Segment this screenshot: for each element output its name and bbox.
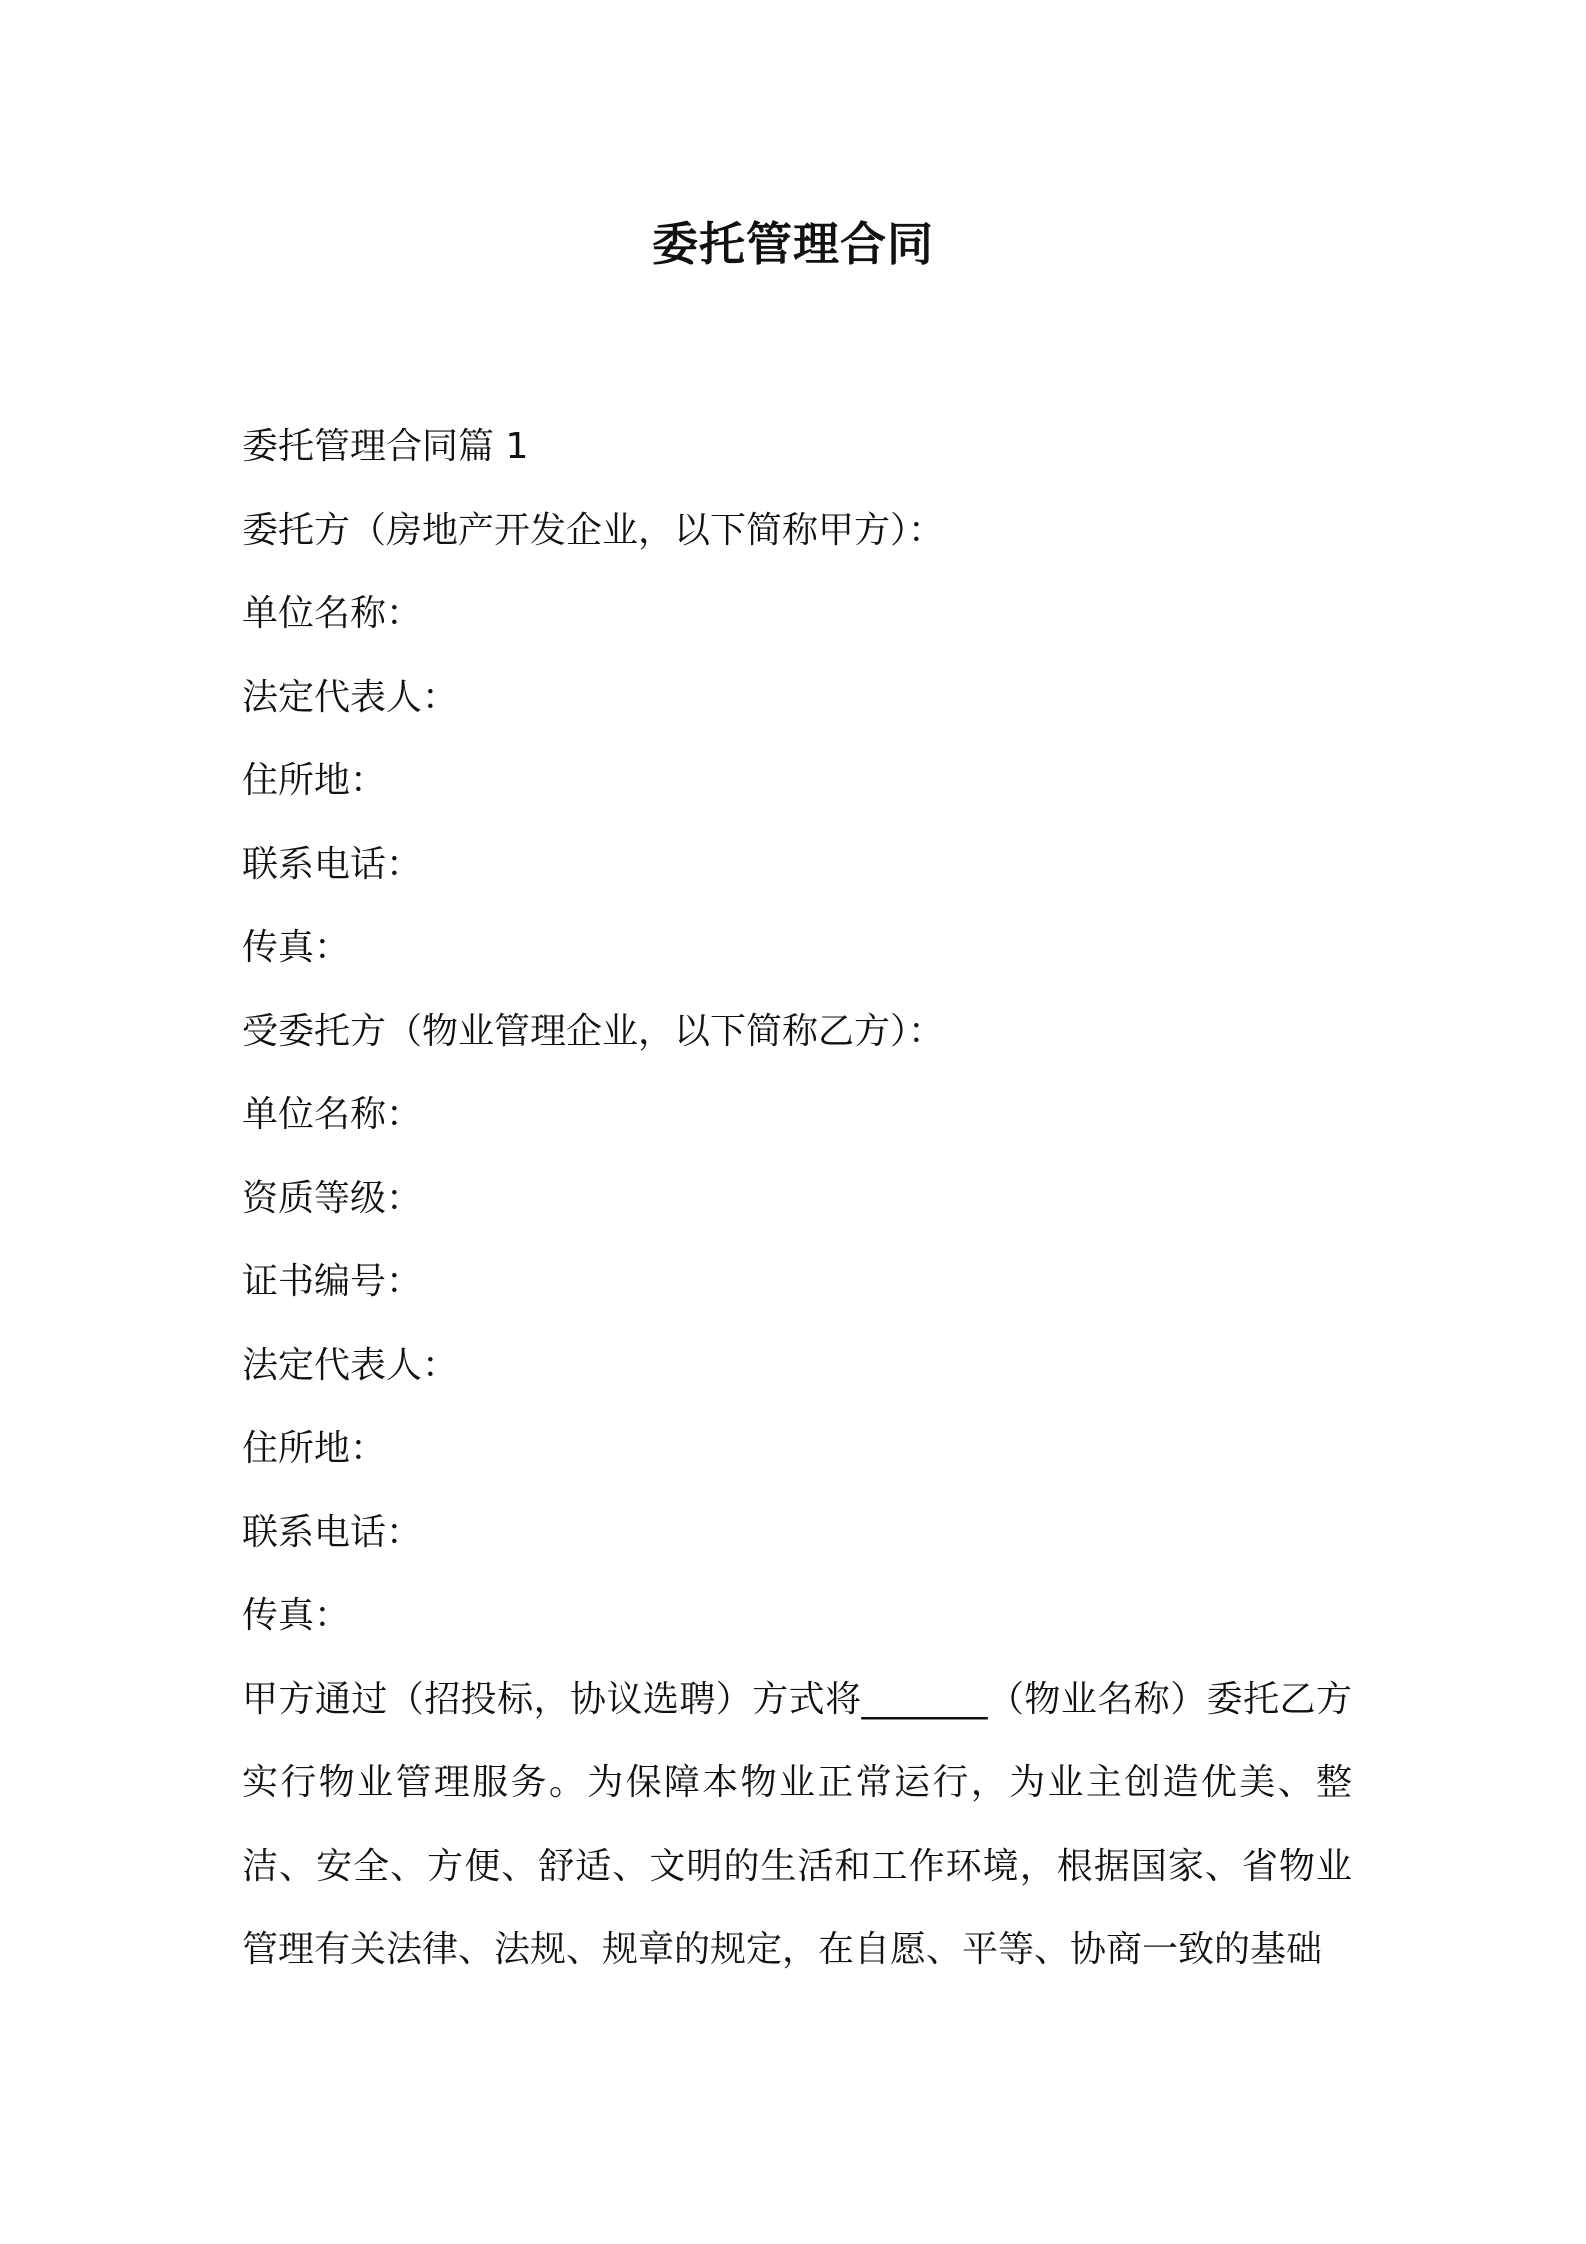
section-heading-text: 委托管理合同篇 — [242, 426, 495, 467]
party-b-field-qualification: 资质等级： — [242, 1177, 423, 1219]
party-b-field-address: 住所地： — [242, 1428, 387, 1469]
party-b-field-phone: 联系电话： — [242, 1511, 423, 1553]
body-paragraph: 甲方通过（招投标，协议选聘）方式将_______（物业名称）委托乙方实行物业管理服务。为保障本物业正常运行，为业主创造优美、整洁、安全、方便、舒适、文明的生活和工作环境，根据国家、省物业管理有关法律、法规、规章的规定，在自愿、平等、协商一致的基础 — [242, 1678, 1352, 1970]
party-b-heading: 受委托方（物业管理企业，以下简称乙方）： — [242, 1010, 945, 1052]
party-b-field-certificate: 证书编号： — [242, 1261, 423, 1302]
party-b-field-name: 单位名称： — [242, 1094, 423, 1135]
party-a-field-name: 单位名称： — [242, 593, 423, 634]
section-heading-number: 1 — [505, 426, 529, 467]
party-b-field-legal-rep: 法定代表人： — [242, 1344, 459, 1386]
party-a-field-address: 住所地： — [242, 760, 387, 801]
section-heading — [242, 405, 1352, 489]
party-a-heading: 委托方（房地产开发企业，以下简称甲方）： — [242, 509, 945, 551]
document-body — [242, 405, 1352, 1992]
party-b-field-fax: 传真： — [242, 1595, 351, 1636]
party-a-field-phone: 联系电话： — [242, 843, 423, 885]
document-title: 委托管理合同 — [652, 217, 934, 271]
party-a-field-legal-rep: 法定代表人： — [242, 676, 459, 718]
party-a-field-fax: 传真： — [242, 927, 351, 968]
